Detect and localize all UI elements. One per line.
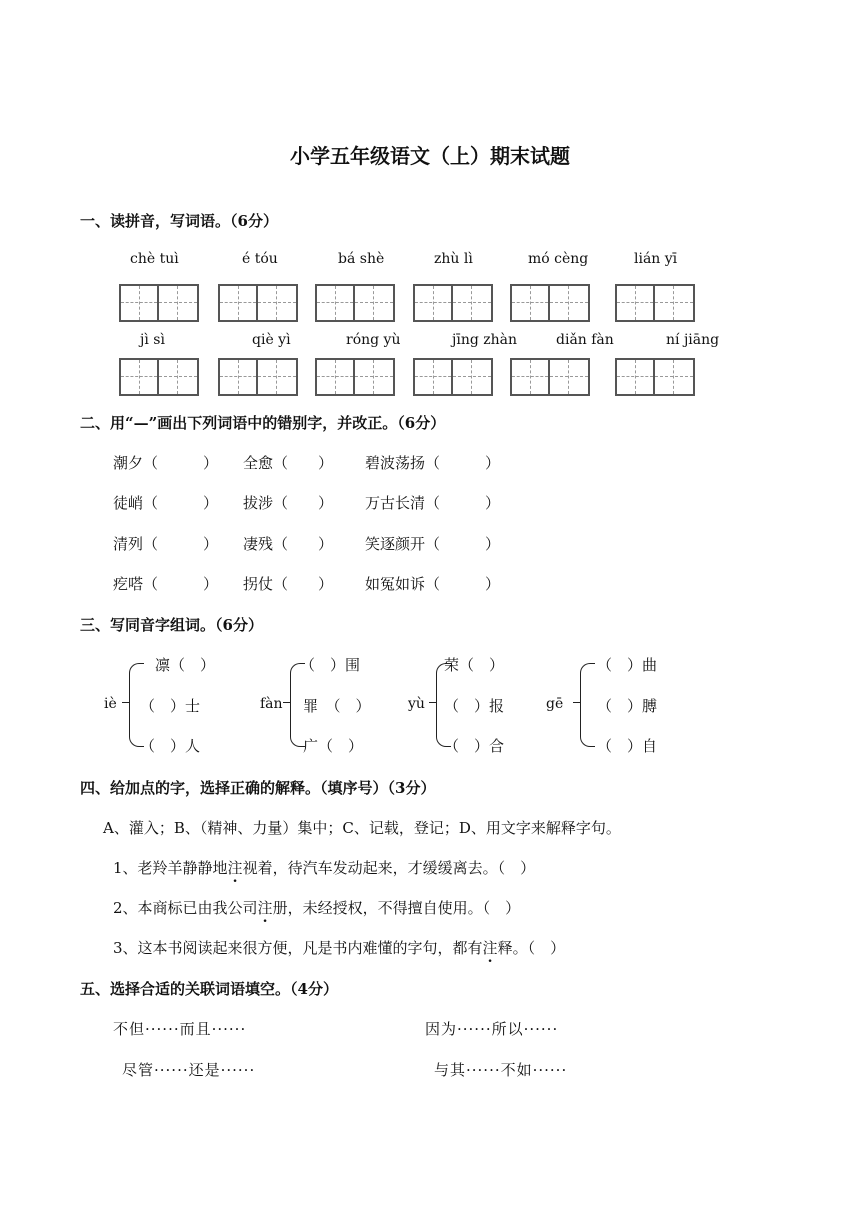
section-4-heading: 四、给加点的字，选择正确的解释。（填序号）（3分） (80, 779, 436, 797)
section-1-heading: 一、读拼音，写词语。（6分） (80, 212, 278, 230)
homophone-item[interactable]: （ ）人 (140, 737, 201, 755)
writing-box[interactable] (510, 358, 590, 396)
pinyin-label: zhù lì (434, 251, 473, 267)
question-text: 3、这本书阅读起来很方便，凡是书内难懂的字句，都有 (113, 939, 483, 957)
question-2[interactable] (113, 897, 520, 918)
section-3-heading: 三、写同音字组词。（6分） (80, 616, 263, 634)
correction-item[interactable]: 清列（ ） (113, 535, 219, 553)
question-text: 释。（ ） (497, 939, 566, 957)
group-pinyin: iè (104, 696, 117, 712)
group-pinyin: yù (408, 696, 425, 712)
conjunction-pair: 尽管······还是······ (122, 1061, 256, 1079)
question-3[interactable] (113, 937, 565, 958)
pinyin-label: é tóu (242, 251, 278, 267)
brace-icon (580, 663, 595, 747)
correction-item[interactable]: 万古长清（ ） (365, 494, 501, 512)
pinyin-label: qiè yì (252, 332, 291, 348)
conjunction-pair: 与其······不如······ (434, 1061, 568, 1079)
homophone-item[interactable]: 广（ ） (303, 737, 364, 755)
correction-item[interactable]: 全愈（ ） (243, 454, 334, 472)
question-1[interactable] (113, 857, 535, 878)
correction-item[interactable]: 凄残（ ） (243, 535, 334, 553)
question-text: 1、老羚羊静静地 (113, 859, 228, 877)
conjunction-pair: 不但······而且······ (113, 1020, 247, 1038)
pinyin-label: jì sì (140, 332, 165, 348)
definition-options: A、灌入；B、（精神、力量）集中；C、记载，登记；D、用文字来解释字句。 (103, 819, 621, 837)
dotted-char: 注 (227, 859, 243, 877)
writing-box[interactable] (615, 284, 695, 322)
writing-box[interactable] (615, 358, 695, 396)
pinyin-label: lián yī (634, 251, 678, 267)
section-5-heading: 五、选择合适的关联词语填空。（4分） (80, 980, 338, 998)
homophone-item[interactable]: （ ）报 (444, 697, 505, 715)
correction-item[interactable]: 拔涉（ ） (243, 494, 334, 512)
correction-item[interactable]: 笑逐颜开（ ） (365, 535, 501, 553)
homophone-item[interactable]: 凛（ ） (155, 656, 216, 674)
writing-box[interactable] (315, 358, 395, 396)
question-text: 2、本商标已由我公司 (113, 899, 258, 917)
writing-box[interactable] (119, 284, 199, 322)
dotted-char: 注 (482, 939, 498, 957)
pinyin-label: jīng zhàn (452, 332, 518, 348)
writing-box[interactable] (218, 358, 298, 396)
question-text: 册，未经授权，不得擅自使用。（ ） (272, 899, 521, 917)
homophone-item[interactable]: （ ）士 (140, 697, 201, 715)
homophone-item[interactable]: （ ）曲 (597, 656, 658, 674)
pinyin-label: róng yù (346, 332, 401, 348)
homophone-item[interactable]: （ ）膊 (597, 697, 658, 715)
writing-box[interactable] (413, 358, 493, 396)
question-text: 视着，待汽车发动起来，才缓缓离去。（ ） (242, 859, 536, 877)
correction-item[interactable]: 疙嗒（ ） (113, 575, 219, 593)
writing-box[interactable] (315, 284, 395, 322)
homophone-item[interactable]: （ ）合 (444, 737, 505, 755)
pinyin-label: ní jiāng (666, 332, 720, 348)
group-pinyin: fàn (260, 696, 283, 712)
writing-box[interactable] (510, 284, 590, 322)
homophone-item[interactable]: （ ）自 (597, 737, 658, 755)
correction-item[interactable]: 徒峭（ ） (113, 494, 219, 512)
pinyin-label: mó cèng (528, 251, 589, 267)
page-title: 小学五年级语文（上）期末试题 (290, 144, 570, 168)
writing-box[interactable] (413, 284, 493, 322)
writing-box[interactable] (218, 284, 298, 322)
writing-box[interactable] (119, 358, 199, 396)
correction-item[interactable]: 潮夕（ ） (113, 454, 219, 472)
homophone-item[interactable]: 罪 （ ） (303, 697, 371, 715)
correction-item[interactable]: 碧波荡扬（ ） (365, 454, 501, 472)
conjunction-pair: 因为······所以······ (425, 1020, 559, 1038)
group-pinyin: gē (546, 696, 564, 712)
correction-item[interactable]: 拐仗（ ） (243, 575, 334, 593)
homophone-item[interactable]: 荣（ ） (444, 656, 505, 674)
homophone-item[interactable]: （ ）围 (300, 656, 361, 674)
pinyin-label: chè tuì (130, 251, 179, 267)
pinyin-label: diǎn fàn (556, 332, 614, 348)
pinyin-label: bá shè (338, 251, 385, 267)
dotted-char: 注 (257, 899, 273, 917)
section-2-heading: 二、用“—”画出下列词语中的错别字，并改正。（6分） (80, 414, 446, 432)
correction-item[interactable]: 如冤如诉（ ） (365, 575, 501, 593)
